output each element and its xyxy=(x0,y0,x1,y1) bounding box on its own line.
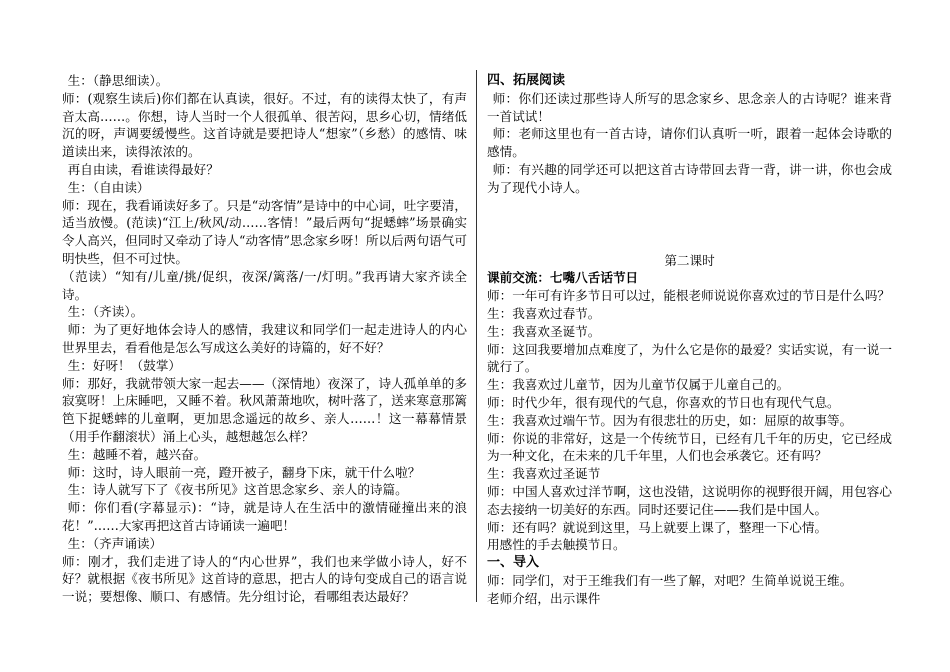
spacer xyxy=(487,197,892,252)
paragraph: 师：现在，我看诵读好多了。只是“动客情”是诗中的中心词，吐字要清，适当放慢。(范读)“江上/秋风/动……客情！”最后两句“捉蟋蟀”场景确实令人高兴，但同时又牵动了诗人“动客情”思念家乡呀！所以后两句语气可明快些，但不可过快。 xyxy=(62,197,467,266)
paragraph: 生：（齐声诵读） xyxy=(67,535,163,551)
paragraph: 师：你们还读过那些诗人所写的思念家乡、思念亲人的古诗呢？谁来背一首试试！ xyxy=(487,90,892,124)
left-column xyxy=(62,72,467,606)
paragraph: 生：我喜欢过春节。 xyxy=(487,305,601,321)
paragraph: 师：(观察生读后)你们都在认真读，很好。不过，有的读得太快了，有声音太高……。你想，诗人当时一个人很孤单、很苦闷，思乡心切，情绪低沉的呀，声调要缓慢些。这首诗就是要把诗人“想家”（乡愁）的感情、味道读出来，读得浓浓的。 xyxy=(62,90,467,160)
paragraph: （范读）“知有/儿童/挑/促织，夜深/篱落/一/灯明。”我再请大家齐读全诗。 xyxy=(62,268,467,302)
lesson-title: 第二课时 xyxy=(664,252,715,268)
paragraph: 师：你们看(字幕显示)：“诗，就是诗人在生活中的激情碰撞出来的浪花！”……大家再把这首古诗诵读一遍吧！ xyxy=(62,500,467,533)
paragraph: 师：中国人喜欢过洋节啊，这也没错，这说明你的视野很开阔，用包容心态去接纳一切美好的东西。同时还要记住——我们是中国人。 xyxy=(487,483,892,517)
paragraph: 生：（齐读）。 xyxy=(67,304,144,320)
right-column xyxy=(487,72,892,608)
paragraph: 师：为了更好地体会诗人的感情，我建议和同学们一起走进诗人的内心世界里去，看看他是怎么写成这么美好的诗篇的，好不好？ xyxy=(62,322,467,355)
paragraph: 生：我喜欢过圣诞节 xyxy=(487,466,601,482)
paragraph: 生：好呀！（鼓掌） xyxy=(67,357,181,373)
paragraph: 师：那好，我就带领大家一起去——（深情地）夜深了，诗人孤单单的多寂寞呀！上床睡吧，又睡不着。秋风萧萧地吹，树叶落了，送来寒意那篱笆下捉蟋蟀的儿童啊，更加思念遥远的故乡、亲人……！这一幕幕情景（用手作翻滚状）涌上心头，越想越怎么样？ xyxy=(62,375,467,444)
paragraph: 师：还有吗？就说到这里，马上就要上课了，整理一下心情。 xyxy=(487,519,828,535)
paragraph: 生：我喜欢过儿童节，因为儿童节仅属于儿童自己的。 xyxy=(487,377,790,393)
column-divider xyxy=(476,70,477,602)
paragraph: 生：越睡不着，越兴奋。 xyxy=(67,446,207,462)
paragraph: 师：你说的非常好，这是一个传统节日，已经有几千年的历史，它已经成为一种文化，在未来的几千年里，人们也会承袭它。还有吗？ xyxy=(487,430,892,464)
paragraph: 生：我喜欢过端午节。因为有很悲壮的历史，如：屈原的故事等。 xyxy=(487,412,853,428)
paragraph: 老师介绍，出示课件 xyxy=(487,590,601,606)
paragraph: 用感性的手去触摸节日。 xyxy=(487,537,626,553)
paragraph: 生：诗人就写下了《夜书所见》这首思念家乡、亲人的诗篇。 xyxy=(67,482,408,498)
paragraph: 师：老师这里也有一首古诗，请你们认真听一听，跟着一起体会诗歌的感情。 xyxy=(487,126,892,160)
paragraph: 再自由读，看谁读得最好？ xyxy=(67,161,219,177)
sub-heading: 课前交流：七嘴八舌话节日 xyxy=(487,270,639,286)
section-heading: 一、导入 xyxy=(487,555,540,571)
paragraph: 师：这时，诗人眼前一亮，蹬开被子，翻身下床，就干什么啦？ xyxy=(67,464,421,480)
paragraph: 师：时代少年，很有现代的气息，你喜欢的节日也有现代气息。 xyxy=(487,394,840,410)
paragraph: 师：一年可有许多节日可以过，能根老师说说你喜欢过的节日是什么吗？ xyxy=(487,288,890,304)
paragraph: 生：（自由读） xyxy=(67,179,150,195)
paragraph: 生：我喜欢圣诞节。 xyxy=(487,323,601,339)
paragraph: 师：这回我要增加点难度了，为什么它是你的最爱？实话实说，有一说一就行了。 xyxy=(487,341,892,375)
paragraph: 师：刚才，我们走进了诗人的“内心世界”，我们也来学做小诗人，好不好？就根据《夜书所见》这首诗的意思，把古人的诗句变成自己的语言说一说；要想像、顺口、有感情。先分组讨论，看哪组表达最好？ xyxy=(62,553,467,605)
paragraph: 生：（静思细读）。 xyxy=(67,73,169,88)
paragraph: 师：同学们，对于王维我们有一些了解，对吧？生简单说说王维。 xyxy=(487,572,853,588)
paragraph: 师：有兴趣的同学还可以把这首古诗带回去背一背，讲一讲，你也会成为了现代小诗人。 xyxy=(487,161,892,195)
section-heading: 四、拓展阅读 xyxy=(487,73,566,88)
